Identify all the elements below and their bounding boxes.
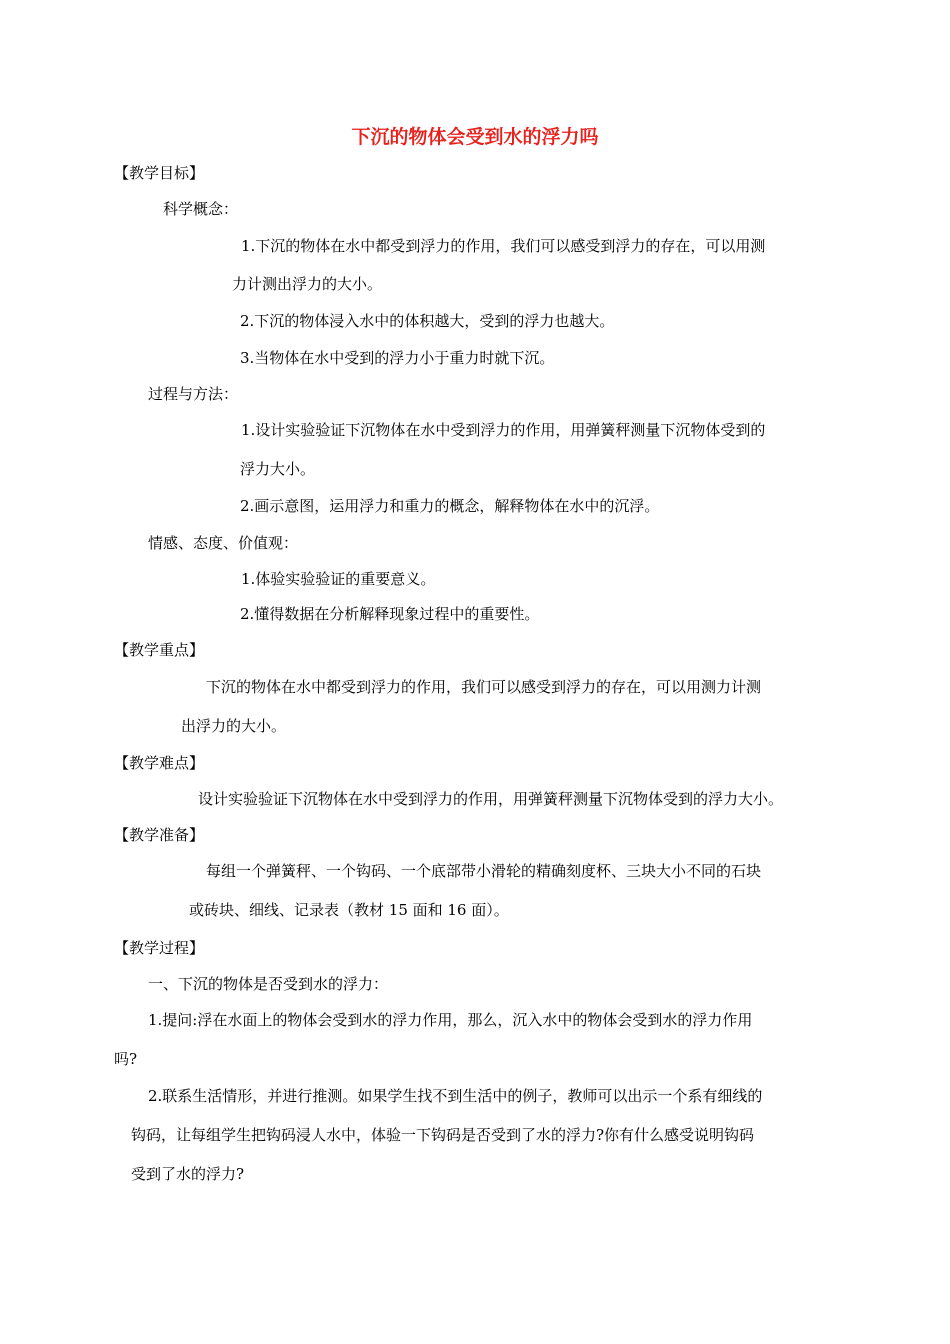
science-concept-item-3: 3.当物体在水中受到的浮力小于重力时就下沉。 xyxy=(240,349,555,367)
process-heading: 【教学过程】 xyxy=(114,939,205,957)
key-points-heading: 【教学重点】 xyxy=(114,641,205,659)
process-step-2: 2.联系生活情形，并进行推测。如果学生找不到生活中的例子，教师可以出示一个系有细线的 xyxy=(148,1087,763,1105)
attitude-item-2: 2.懂得数据在分析解释现象过程中的重要性。 xyxy=(240,605,540,623)
process-part-1-title: 一、下沉的物体是否受到水的浮力： xyxy=(148,975,389,993)
process-method-item-2: 2.画示意图，运用浮力和重力的概念，解释物体在水中的沉浮。 xyxy=(240,497,660,515)
process-step-1: 1.提问:浮在水面上的物体会受到水的浮力作用，那么，沉入水中的物体会受到水的浮力作用 xyxy=(148,1011,753,1029)
preparation-heading: 【教学准备】 xyxy=(114,826,205,844)
document-title: 下沉的物体会受到水的浮力吗 xyxy=(351,126,599,148)
process-step-1-cont: 吗? xyxy=(114,1050,138,1068)
objectives-heading: 【教学目标】 xyxy=(114,164,205,182)
science-concept-item-1: 1.下沉的物体在水中都受到浮力的作用，我们可以感受到浮力的存在，可以用测 xyxy=(241,237,766,255)
process-methods-label: 过程与方法： xyxy=(148,385,239,403)
science-concept-item-1-cont: 力计测出浮力的大小。 xyxy=(232,275,383,293)
process-step-2-cont-2: 受到了水的浮力? xyxy=(131,1165,245,1183)
science-concepts-label: 科学概念： xyxy=(163,200,239,218)
science-concept-item-2: 2.下沉的物体浸入水中的体积越大，受到的浮力也越大。 xyxy=(240,312,615,330)
preparation-text: 每组一个弹簧秤、一个钩码、一个底部带小滑轮的精确刻度杯、三块大小不同的石块 xyxy=(206,862,762,880)
attitudes-label: 情感、态度、价值观： xyxy=(148,534,299,552)
process-step-2-cont: 钩码，让每组学生把钩码浸人水中，体验一下钩码是否受到了水的浮力?你有什么感受说明钩码 xyxy=(131,1126,755,1144)
key-points-text-cont: 出浮力的大小。 xyxy=(181,717,287,735)
process-method-item-1-cont: 浮力大小。 xyxy=(240,460,316,478)
preparation-text-cont: 或砖块、细线、记录表（教材 15 面和 16 面）。 xyxy=(189,901,509,919)
process-method-item-1: 1.设计实验验证下沉物体在水中受到浮力的作用，用弹簧秤测量下沉物体受到的 xyxy=(241,421,766,439)
difficulties-text: 设计实验验证下沉物体在水中受到浮力的作用，用弹簧秤测量下沉物体受到的浮力大小。 xyxy=(198,790,784,808)
difficulties-heading: 【教学难点】 xyxy=(114,754,205,772)
attitude-item-1: 1.体验实验验证的重要意义。 xyxy=(241,570,436,588)
key-points-text: 下沉的物体在水中都受到浮力的作用，我们可以感受到浮力的存在，可以用测力计测 xyxy=(206,678,762,696)
